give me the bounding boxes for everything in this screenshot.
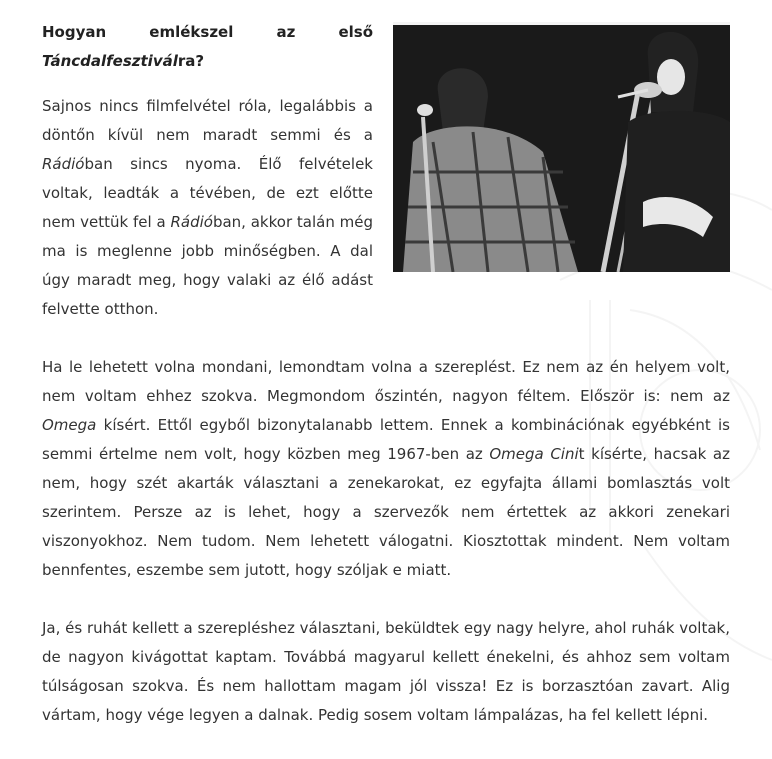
concert-photo bbox=[393, 22, 730, 272]
p1-radio-italic: Rádió bbox=[42, 155, 85, 173]
p2-text-c: kísért. Ettől egyből bizonytalanabb lettem. Ennek a kombinációnak egyébként is semmi értelme nem volt, hogy közben meg 1967-ben az bbox=[42, 416, 730, 463]
festival-title: Táncdalfesztivál bbox=[42, 52, 178, 70]
p2-text-a: Ha le lehetett volna mondani, lemondtam volna a szereplést. Ez nem az én helyem volt, nem voltam ehhez szokva. Megmondom őszintén, nagyon féltem. Először is: nem az bbox=[42, 358, 730, 405]
answer-paragraph-2 bbox=[42, 353, 730, 585]
p2-omega-italic: Omega bbox=[42, 416, 97, 434]
p1-text-e: ban, akkor talán még ma is meglenne jobb minőségben. A dal úgy maradt meg, hogy valaki az élő adást felvette otthon. bbox=[42, 213, 374, 318]
p2-text-e: t kísérte, hacsak az nem, hogy szét akarták választani a zenekarokat, ez egyfajta állami bomlasztás volt szerintem. Persze az is lehet, hogy a szervezők nem értettek az akkori zenekari viszonyokhoz. Nem tudom. Nem lehetett válogatni. Kiosztottak mindent. Nem voltam bennfentes, eszembe sem jutott, hogy szóljak e miatt. bbox=[42, 445, 730, 579]
p1-text-c: ban sincs nyoma. Élő felvételek voltak, leadták a tévében, de ezt előtte nem vettük fel a bbox=[42, 155, 373, 231]
article-body bbox=[42, 18, 730, 759]
concert-photo-image bbox=[393, 22, 730, 272]
question-suffix: ra? bbox=[177, 52, 205, 70]
question-line: Hogyan emlékszel az első bbox=[42, 23, 373, 41]
p1-text-a: Sajnos nincs filmfelvétel róla, legalábbis a döntőn kívül nem maradt semmi és a bbox=[42, 97, 373, 144]
p1-radio-italic-2: Rádió bbox=[170, 213, 213, 231]
p2-omega-cini-italic: Omega Cini bbox=[489, 445, 579, 463]
answer-paragraph-3: Ja, és ruhát kellett a szerepléshez választani, beküldtek egy nagy helyre, ahol ruhák voltak, de nagyon kivágottat kaptam. Továbbá magyarul kellett énekelni, és ahhoz sem voltam túlságosan szokva. És nem hallottam magam jól vissza! Ez is borzasztóan zavart. Alig vártam, hogy vége legyen a dalnak. Pedig sosem voltam lámpalázas, ha fel kellett lépni. bbox=[42, 619, 730, 724]
